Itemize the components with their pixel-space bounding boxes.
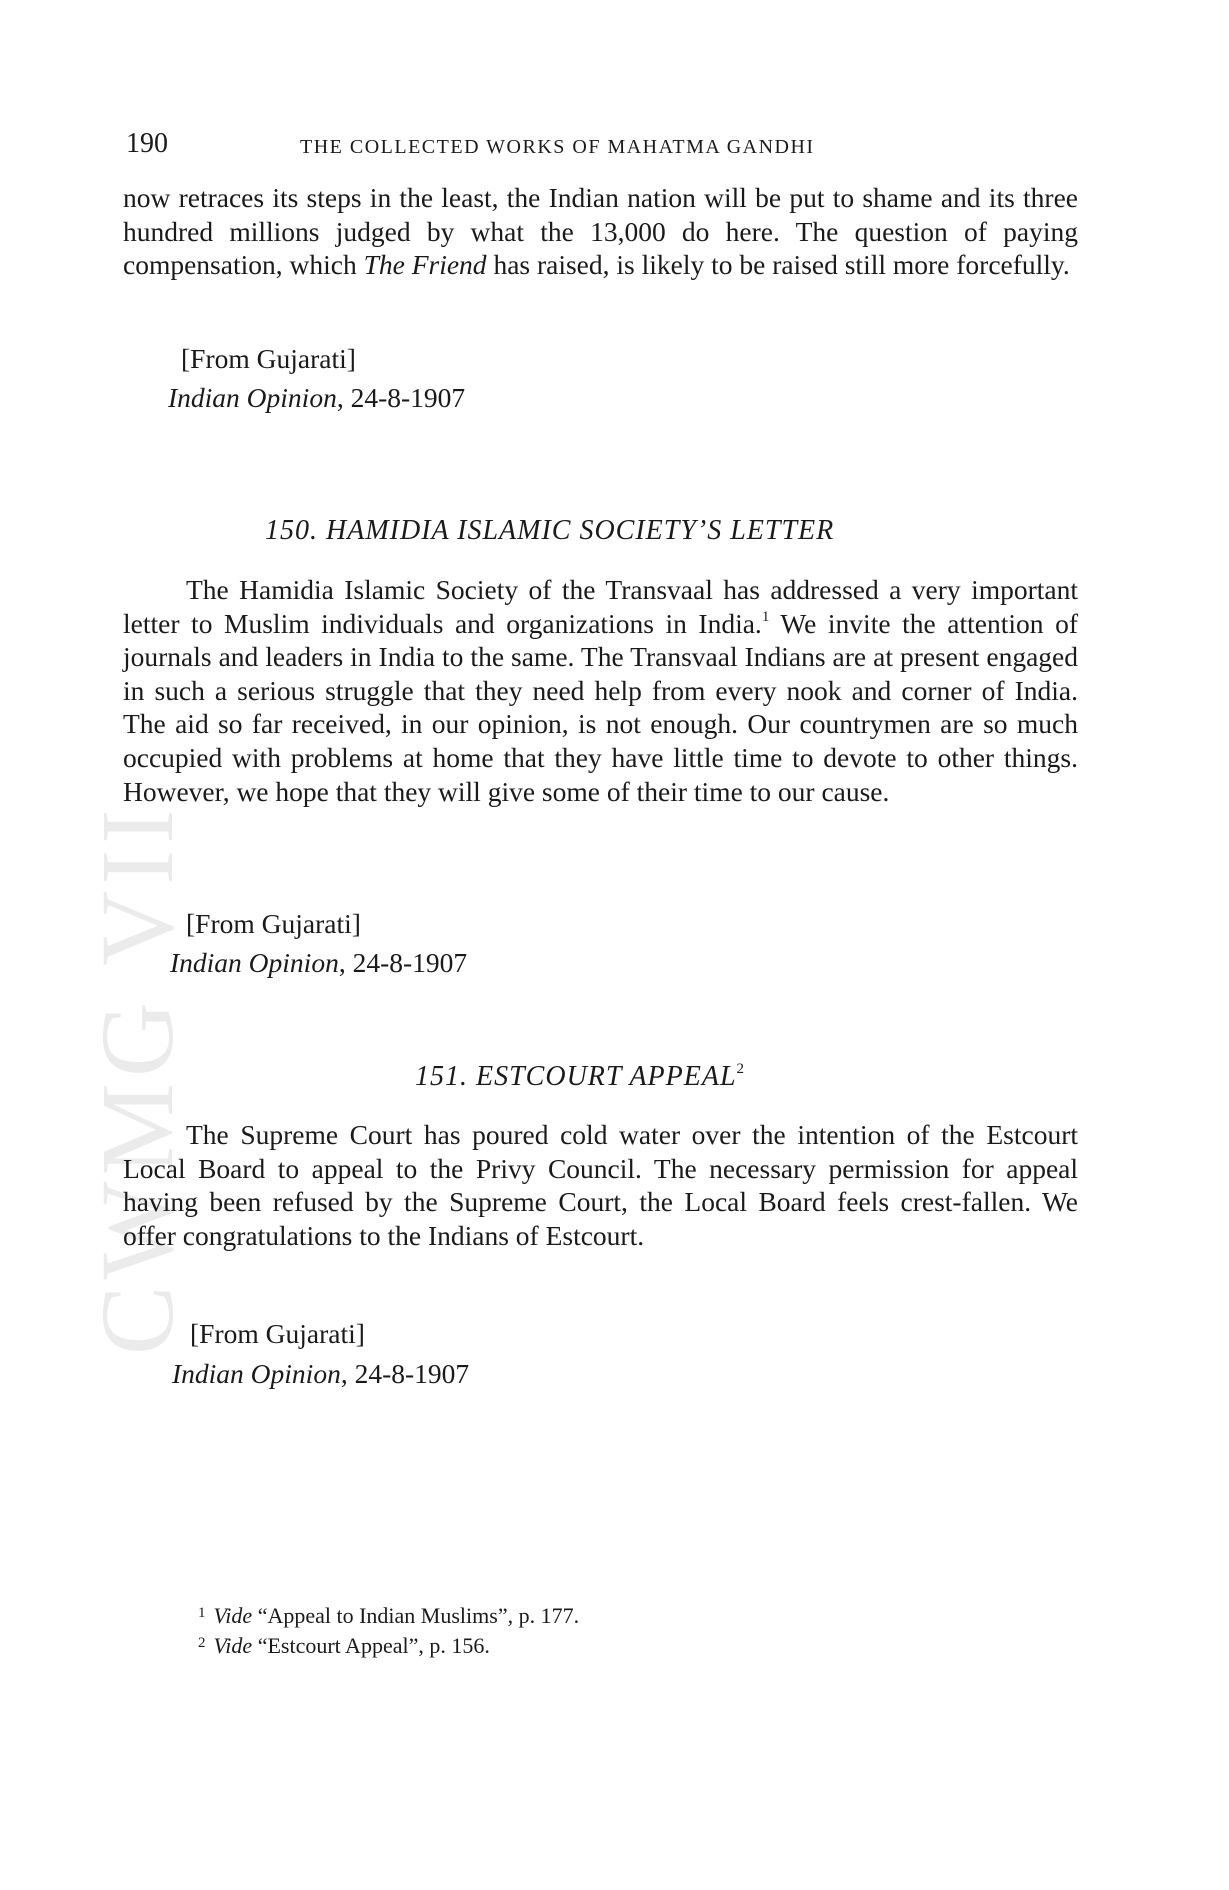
article-150-paragraph — [123, 573, 1078, 808]
intro-text-1: now retraces its steps in the least, the Indian nation will be put to shame and its three hundred millions judged by what the 13,000 do here. The question of paying compensation, which — [123, 182, 1078, 281]
intro-text-2: has raised, is likely to be raised still more forcefully. — [486, 249, 1070, 281]
article-150-source-from: [From Gujarati] — [186, 908, 361, 939]
article-150-source-date: , 24-8-1907 — [338, 947, 468, 978]
article-150-source-citation — [170, 947, 467, 979]
article-151-source-from: [From Gujarati] — [190, 1318, 365, 1349]
running-title: THE COLLECTED WORKS OF MAHATMA GANDHI — [300, 136, 815, 158]
intro-paragraph — [123, 181, 1078, 282]
footnote-2-mark: 2 — [198, 1635, 206, 1651]
article-150-source-journal: Indian Opinion — [170, 947, 339, 978]
article-150-text-2: We invite the attention of journals and leaders in India to the same. The Transvaal Indians are at present engaged in such a serious struggle that they need help from every nook and corner of India. The aid so far received, in our opinion, is not enough. Our countrymen are so much occupied with problems at home that they have little time to devote to other things. However, we hope that they will give some of their time to our cause. — [123, 607, 1078, 807]
article-150-heading: 150. HAMIDIA ISLAMIC SOCIETY’S LETTER — [265, 515, 835, 546]
footnote-1-mark: 1 — [198, 1605, 206, 1621]
footnote-1-vide: Vide — [213, 1603, 253, 1628]
footnote-ref-1: 1 — [761, 608, 770, 625]
intro-source-journal: Indian Opinion — [168, 382, 337, 413]
article-151-heading-text: 151. ESTCOURT APPEAL — [415, 1061, 737, 1092]
watermark: CWMG VII — [80, 803, 195, 1355]
intro-source-date: , 24-8-1907 — [336, 382, 466, 413]
footnote-2-text: “Estcourt Appeal”, p. 156. — [252, 1633, 490, 1658]
footnote-1 — [198, 1603, 579, 1629]
footnote-2-vide: Vide — [213, 1633, 253, 1658]
intro-italic-title: The Friend — [363, 249, 487, 281]
footnote-2 — [198, 1633, 490, 1659]
footnote-1-text: “Appeal to Indian Muslims”, p. 177. — [252, 1603, 580, 1628]
article-151-paragraph: The Supreme Court has poured cold water over the intention of the Estcourt Local Board to appeal to the Privy Council. The necessary permission for appeal having been refused by the Supreme Court, the Local Board feels crest-fallen. We offer congratulations to the Indians of Estcourt. — [123, 1119, 1078, 1251]
article-151-source-date: , 24-8-1907 — [340, 1358, 470, 1389]
footnote-ref-2: 2 — [736, 1061, 746, 1077]
intro-source-citation — [168, 382, 465, 414]
article-151-source-citation — [172, 1358, 469, 1390]
article-150-text-1: The Hamidia Islamic Society of the Transvaal has addressed a very important letter to Muslim individuals and organizations in India. — [123, 574, 1078, 639]
page-number: 190 — [126, 128, 168, 159]
intro-source-from: [From Gujarati] — [181, 343, 356, 374]
article-151-source-journal: Indian Opinion — [172, 1358, 341, 1389]
article-151-heading — [415, 1061, 745, 1093]
